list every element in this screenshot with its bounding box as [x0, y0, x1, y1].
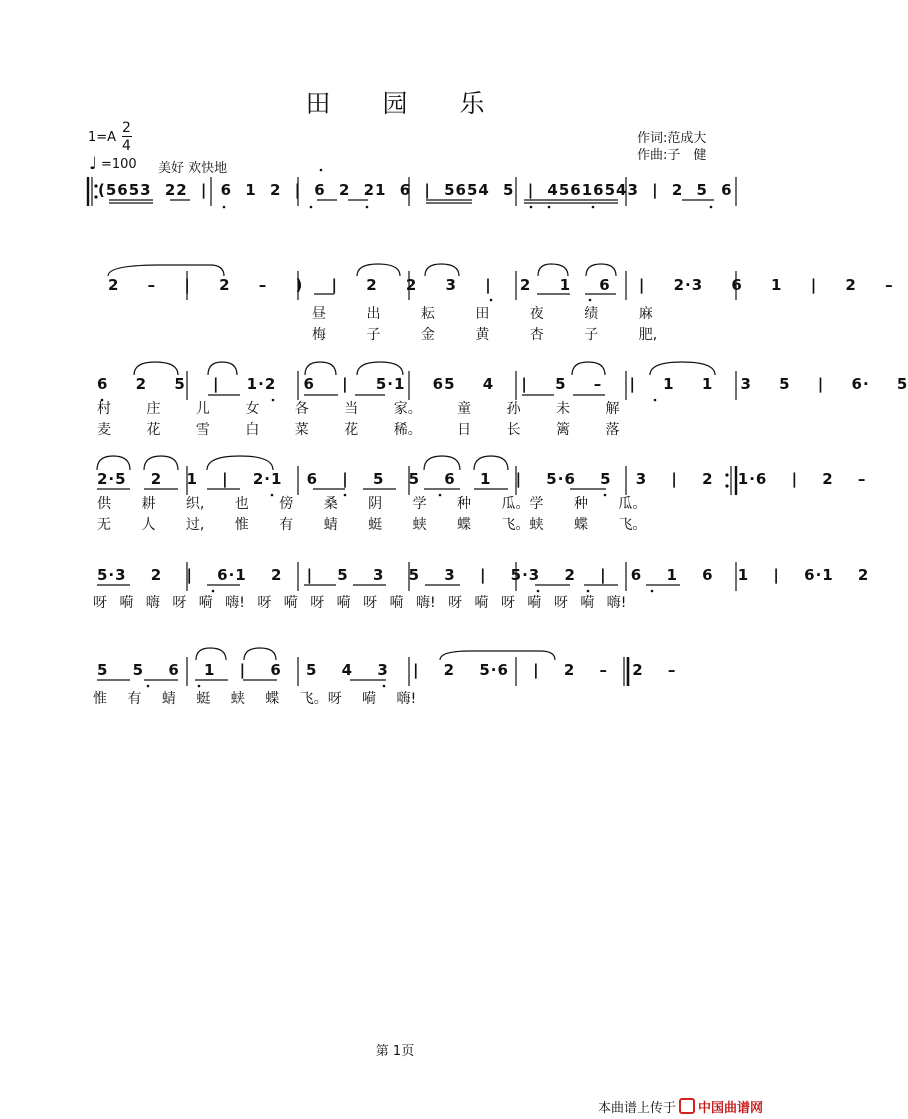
expression-mark: 美好 欢快地: [158, 161, 228, 176]
quarter-note-icon: ♩: [89, 154, 98, 174]
page-number: 第 1页: [375, 1044, 415, 1059]
lyric-line-4-verse-1: 供 耕 织, 也 傍 桑 阴 学 种 瓜。学 种 瓜。: [97, 496, 647, 512]
time-signature-numerator: 2: [122, 120, 131, 136]
time-signature-denominator: 4: [122, 138, 131, 154]
lyric-line-3-verse-1: 村 庄 儿 女 各 当 家。 童 孙 未 解: [97, 401, 620, 417]
notation-line-6: 5 5 6 1 | 6 5 4 3 | 2 5·6 | 2 – 2 –: [97, 661, 677, 679]
composer-credit: 作曲:子 健: [637, 148, 707, 163]
footer-text: 本曲谱上传于: [598, 1101, 677, 1116]
key-signature: 1=A: [88, 130, 117, 145]
song-title: 田 园 乐: [305, 89, 507, 118]
lyric-line-6: 惟 有 蜻 蜓 蛱 蝶 飞。呀 嗬 嗨!: [93, 691, 417, 707]
lyric-line-2-verse-1: 昼 出 耘 田 夜 绩 麻: [312, 306, 653, 322]
lyric-line-2-verse-2: 梅 子 金 黄 杏 子 肥,: [312, 327, 658, 343]
notation-line-2: 2 – | 2 – ) | 2 2 3 | 2 1 6 | 2·3 6 1 | 2 –: [108, 276, 894, 294]
footer-upload-note: [598, 1097, 763, 1116]
notation-line-4: 2·5 2 1 | 2·1 6 | 5 5 6 1 | 5·6 5 3 | 2 1·6 | 2 –: [97, 470, 867, 488]
lyric-line-5: 呀 嗬 嗨 呀 嗬 嗨! 呀 嗬 呀 嗬 呀 嗬 嗨! 呀 嗬 呀 嗬 呀 嗬 嗨!: [93, 595, 627, 611]
site-logo-icon: [679, 1098, 695, 1114]
notation-line-3: 6 2 5 | 1·2 6 | 5·1 65 4 | 5 – | 1 1 3 5 | 6· 5: [97, 375, 908, 393]
notation-line-5: 5·3 2 | 6·1 2 | 5 3 5 3 | 5·3 2 | 6 1 6 1 | 6·1 2: [97, 566, 870, 584]
notation-line-1: (5653 22 | 6 1 2 | 6 2 21 6 | 5654 5 | 45616543 | 2 5 6: [98, 181, 733, 199]
tempo-mark: =100: [101, 157, 137, 172]
time-signature-bar: [122, 136, 132, 137]
lyric-line-3-verse-2: 麦 花 雪 白 菜 花 稀。 日 长 篱 落: [97, 422, 620, 438]
lyricist-credit: 作词:范成大: [637, 131, 707, 146]
lyric-line-4-verse-2: 无 人 过, 惟 有 蜻 蜓 蛱 蝶 飞。蛱 蝶 飞。: [97, 517, 647, 533]
site-logo-text: 中国曲谱网: [698, 1101, 764, 1116]
